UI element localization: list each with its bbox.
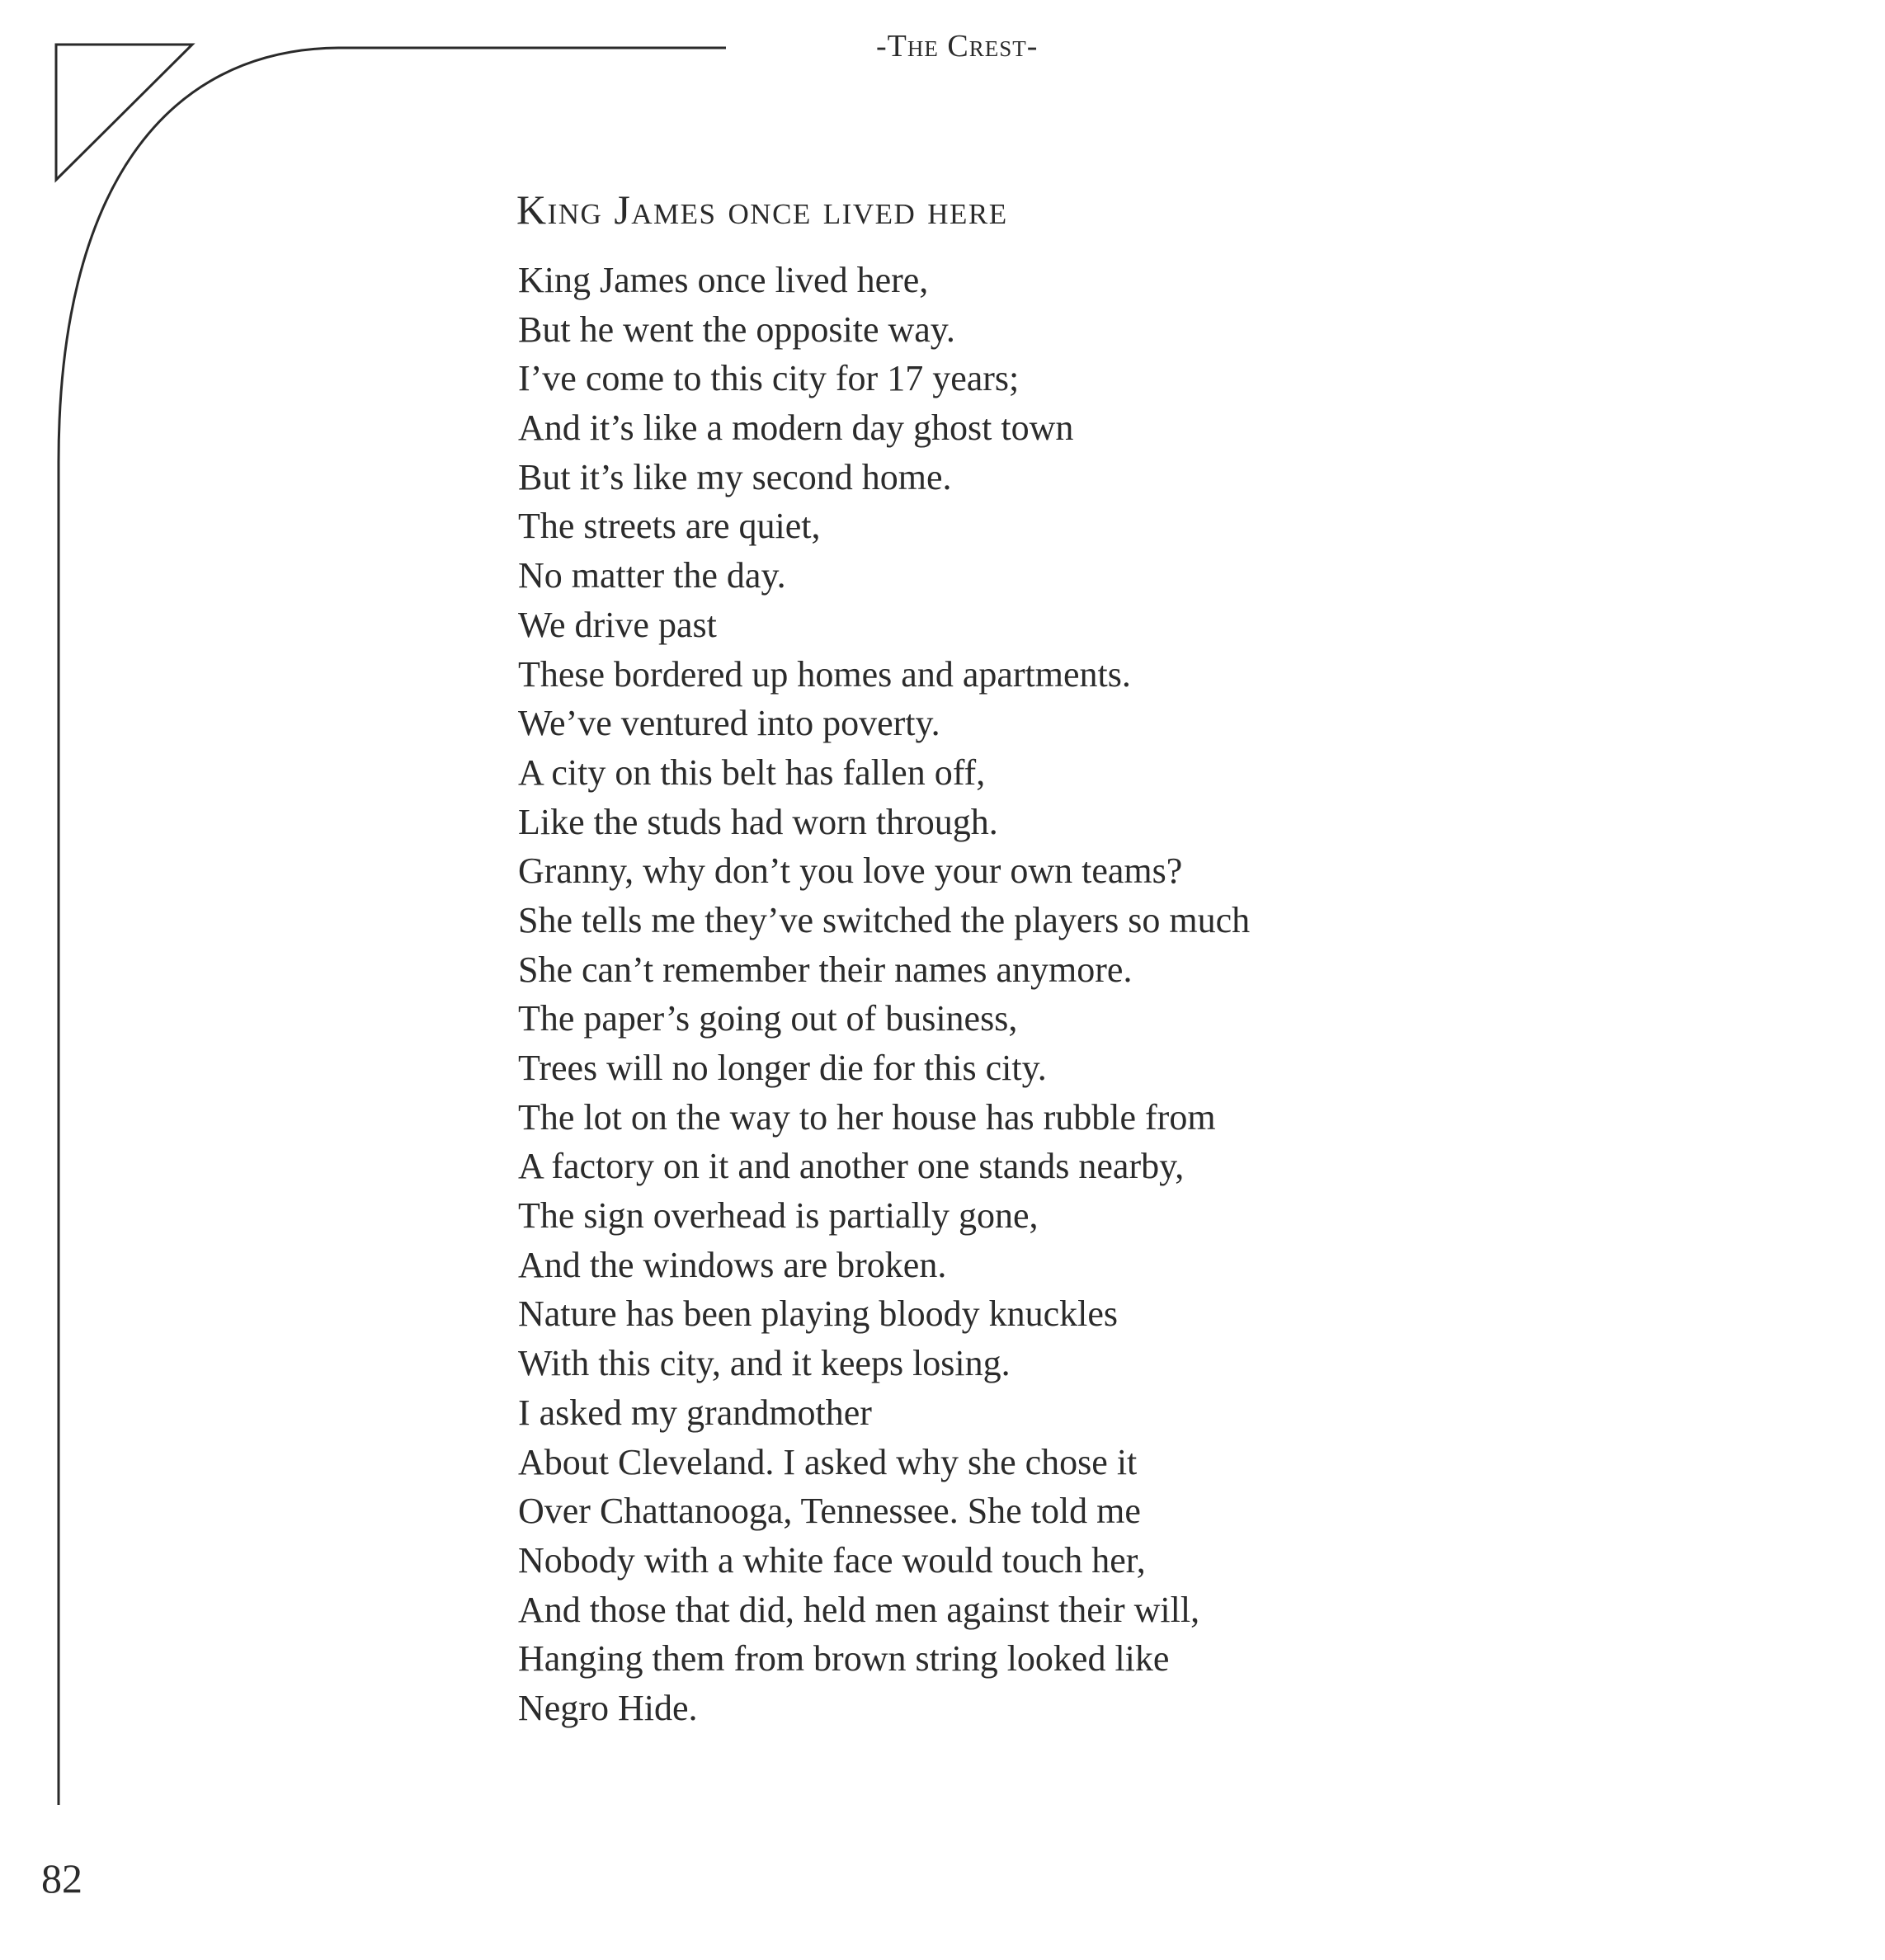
poem-line: About Cleveland. I asked why she chose it <box>518 1441 1138 1482</box>
poem-line: I’ve come to this city for 17 years; <box>518 358 1020 399</box>
poem-line: The sign overhead is partially gone, <box>518 1195 1039 1237</box>
poem-line: A factory on it and another one stands nearby, <box>518 1146 1185 1187</box>
poem-line: The paper’s going out of business, <box>518 998 1018 1039</box>
poem-line: These bordered up homes and apartments. <box>518 653 1131 695</box>
poem-line: Hanging them from brown string looked like <box>518 1638 1170 1680</box>
poem-line: Like the studs had worn through. <box>518 801 998 842</box>
poem-line: She can’t remember their names anymore. <box>518 949 1133 990</box>
poem-line: The lot on the way to her house has rubble from <box>518 1096 1216 1138</box>
poem-line: She tells me they’ve switched the players so much <box>518 899 1251 940</box>
poem-line: No matter the day. <box>518 555 786 596</box>
poem-line: Nobody with a white face would touch her, <box>518 1539 1146 1581</box>
corner-triangle-ornament <box>56 45 192 180</box>
poem-line: And it’s like a modern day ghost town <box>518 408 1074 449</box>
poem-line: King James once lived here, <box>518 260 929 300</box>
poem-line: But he went the opposite way. <box>518 309 955 350</box>
poem-line: Granny, why don’t you love your own teams? <box>518 850 1183 892</box>
poem-line: Negro Hide. <box>518 1687 698 1728</box>
poem-line: We’ve ventured into poverty. <box>518 703 940 744</box>
page-number: 82 <box>41 1855 82 1901</box>
poem-line: And the windows are broken. <box>518 1244 947 1285</box>
poem-line: But it’s like my second home. <box>518 456 952 497</box>
poem-line: With this city, and it keeps losing. <box>518 1343 1011 1384</box>
poem-line: Over Chattanooga, Tennessee. She told me <box>518 1491 1141 1532</box>
running-head-text: -The Crest- <box>876 29 1039 64</box>
poem-line: And those that did, held men against their will, <box>518 1589 1200 1630</box>
poem-line: The streets are quiet, <box>518 506 821 547</box>
poem-line: We drive past <box>518 604 717 645</box>
running-head <box>876 28 1038 64</box>
poem-body <box>518 256 1250 1733</box>
poem-line: Nature has been playing bloody knuckles <box>518 1293 1119 1335</box>
poem-line: I asked my grandmother <box>518 1392 872 1433</box>
poem-line: Trees will no longer die for this city. <box>518 1048 1047 1088</box>
poem-title: King James once lived here <box>516 186 1008 233</box>
poem-line: A city on this belt has fallen off, <box>518 751 986 793</box>
